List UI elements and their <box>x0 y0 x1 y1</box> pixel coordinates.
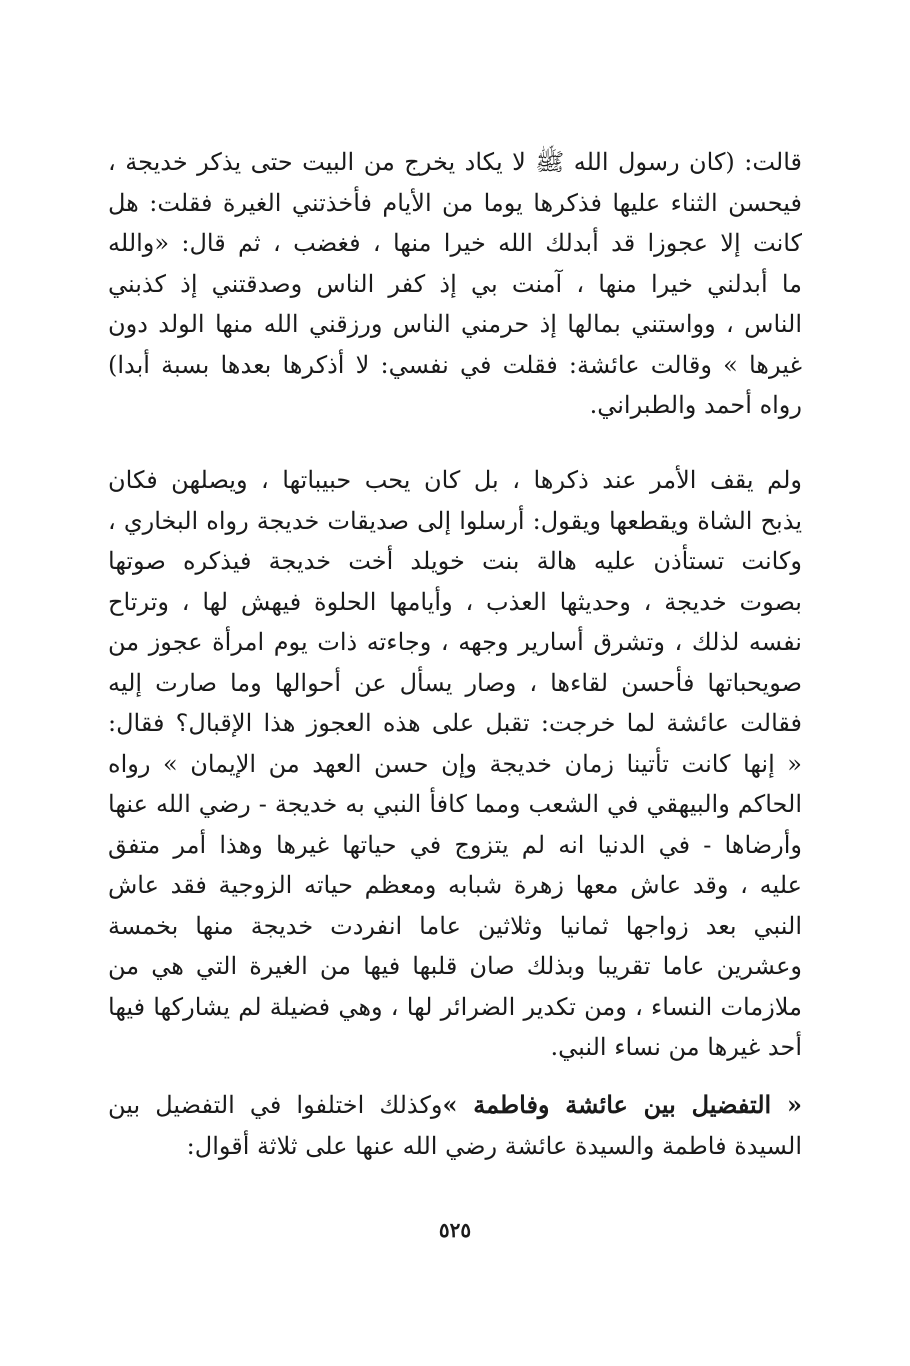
text-line: قالت: (كان رسول الله ﷺ لا يكاد يخرج من البيت حتى يذكر خديجة ، <box>108 148 802 176</box>
text-line: صويحباتها فأحسن لقاءها ، وصار يسأل عن أحوالها وما صارت إليه <box>108 668 802 697</box>
text-line: كانت إلا عجوزا قد أبدلك الله خيرا منها ، فغضب ، ثم قال: «والله <box>108 229 802 257</box>
text-line: ما أبدلني خيرا منها ، آمنت بي إذ كفر الناس وصدقتني إذ كذبني <box>108 269 802 298</box>
paragraph-3 <box>108 1085 802 1166</box>
text-fragment: وكذلك اختلفوا في التفضيل بين <box>108 1091 443 1119</box>
text-line: السيدة فاطمة والسيدة عائشة رضي الله عنها على ثلاثة أقوال: <box>186 1131 802 1160</box>
section-title: « التفضيل بين عائشة وفاطمة » <box>442 1090 802 1119</box>
text-line: فيحسن الثناء عليها فذكرها يوما من الأيام فأخذتني الغيرة فقلت: هل <box>108 188 802 217</box>
text-line: أحد غيرها من نساء النبي. <box>550 1033 802 1061</box>
text-line: « إنها كانت تأتينا زمان خديجة وإن حسن العهد من الإيمان » رواه <box>108 749 802 778</box>
text-line: ولم يقف الأمر عند ذكرها ، بل كان يحب حبيباتها ، ويصلهن فكان <box>108 466 802 494</box>
text-line: يذبح الشاة ويقطعها ويقول: أرسلوا إلى صديقات خديجة رواه البخاري ، <box>108 506 802 535</box>
paragraph-1 <box>108 142 802 426</box>
text-line: عليه ، وقد عاش معها زهرة شبابه ومعظم حياته الزوجية فقد عاش <box>108 871 802 899</box>
text-line: غيرها » وقالت عائشة: فقلت في نفسي: لا أذكرها بعدها بسبة أبدا) <box>108 350 802 379</box>
text-line: فقالت عائشة لما خرجت: تقبل على هذه العجوز هذا الإقبال؟ فقال: <box>108 709 802 737</box>
text-line <box>108 1085 802 1126</box>
text-line: وعشرين عاما تقريبا وبذلك صان قلبها فيها من الغيرة التي هي من <box>108 952 802 980</box>
text-line: وأرضاها - في الدنيا انه لم يتزوج في حياتها غيرها وهذا أمر متفق <box>108 830 802 859</box>
text-line: النبي بعد زواجها ثمانيا وثلاثين عاما انفردت خديجة منها بخمسة <box>108 911 802 940</box>
text-line: رواه أحمد والطبراني. <box>589 391 802 419</box>
text-line: ملازمات النساء ، ومن تكدير الضرائر لها ، وهي فضيلة لم يشاركها فيها <box>108 992 802 1021</box>
text-line: نفسه لذلك ، وتشرق أسارير وجهه ، وجاءته ذات يوم امرأة عجوز من <box>108 628 802 656</box>
text-line: بصوت خديجة ، وحديثها العذب ، وأيامها الحلوة فيهش لها ، وترتاح <box>108 587 802 616</box>
page-number: ٥٢٥ <box>438 1218 472 1242</box>
paragraph-2 <box>108 460 802 1068</box>
text-line: الناس ، وواستني بمالها إذ حرمني الناس ورزقني الله منها الولد دون <box>108 310 802 338</box>
text-line: الحاكم والبيهقي في الشعب ومما كافأ النبي به خديجة - رضي الله عنها <box>108 790 802 818</box>
text-line: وكانت تستأذن عليه هالة بنت خويلد أخت خديجة فيذكره صوتها <box>108 547 802 575</box>
